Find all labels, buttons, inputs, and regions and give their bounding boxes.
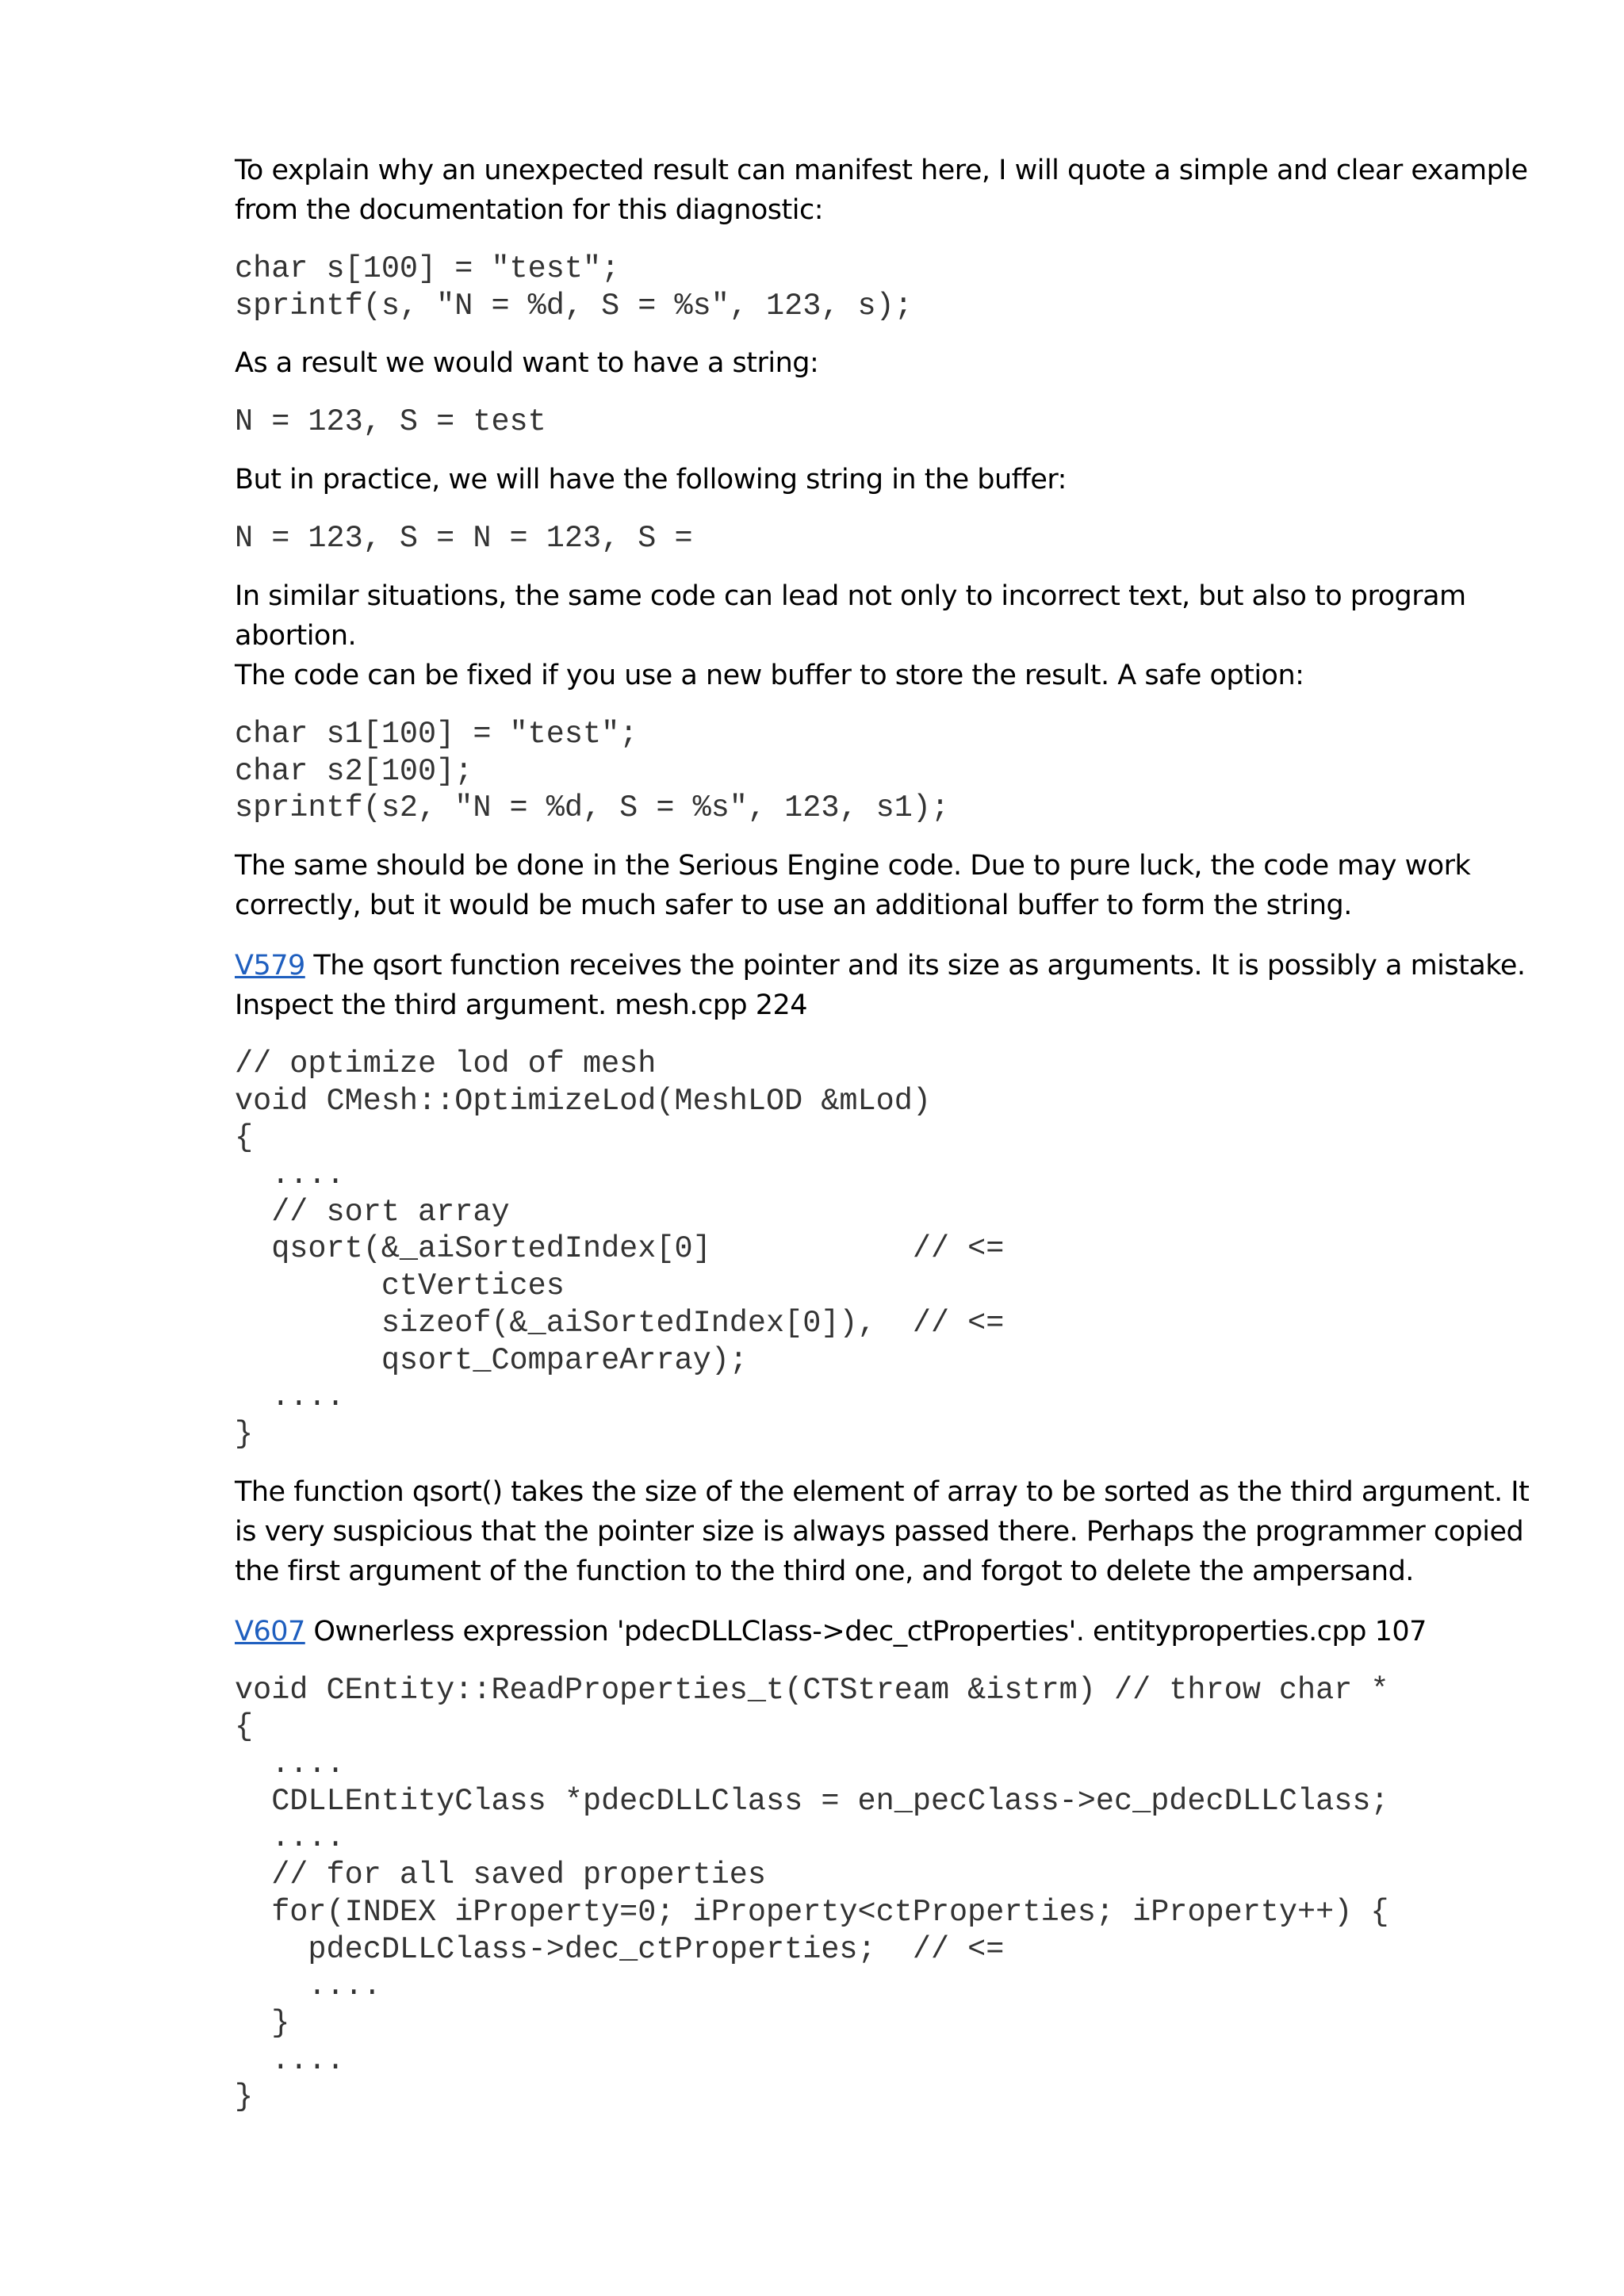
safe-option-paragraph: In similar situations, the same code can lead not only to incorrect text, but also to program abortion. The code can be fixed if you use a new buffer to store the result. A safe option: bbox=[235, 580, 1466, 691]
expected-result-paragraph: As a result we would want to have a string: bbox=[235, 347, 819, 380]
code-expected-output: N = 123, S = test bbox=[235, 404, 546, 440]
document-page bbox=[235, 151, 1538, 2135]
serious-engine-paragraph: The same should be done in the Serious Engine code. Due to pure luck, the code may work correctly, but it would be much safer to use an additional buffer to form the string. bbox=[235, 849, 1479, 921]
actual-result-paragraph: But in practice, we will have the following string in the buffer: bbox=[235, 464, 1067, 496]
diagnostic-v607 bbox=[235, 1612, 1535, 1651]
diagnostic-text-v607: Ownerless expression 'pdecDLLClass->dec_ctProperties'. entityproperties.cpp 107 bbox=[304, 1615, 1427, 1647]
diagnostic-link-v607[interactable]: V607 bbox=[235, 1615, 305, 1647]
diagnostic-v579 bbox=[235, 946, 1535, 1025]
code-read-properties: void CEntity::ReadProperties_t(CTStream &istrm) // throw char * { .... CDLLEntityClass *pdecDLLClass = en_pecClass->ec_pdecDLLClass; .... // for all saved properties for(INDEX iProperty=0; iProperty<ctProperties; iProperty++) { pdecDLLClass->dec_ctProperties; // <= .... } .... } bbox=[235, 1672, 1389, 2115]
diagnostic-link-v579[interactable]: V579 bbox=[235, 949, 305, 982]
code-actual-output: N = 123, S = N = 123, S = bbox=[235, 521, 693, 557]
diagnostic-text-v579: The qsort function receives the pointer and its size as arguments. It is possibly a mistake. Inspect the third argument. mesh.cpp 224 bbox=[235, 949, 1534, 1021]
code-safe-option: char s1[100] = "test"; char s2[100]; sprintf(s2, "N = %d, S = %s", 123, s1); bbox=[235, 716, 950, 826]
intro-paragraph: To explain why an unexpected result can manifest here, I will quote a simple and clear example from the documentation for this diagnostic: bbox=[235, 155, 1537, 226]
code-example-sprintf: char s[100] = "test"; sprintf(s, "N = %d, S = %s", 123, s); bbox=[235, 251, 913, 323]
code-optimize-lod: // optimize lod of mesh void CMesh::OptimizeLod(MeshLOD &mLod) { .... // sort array qsort(&_aiSortedIndex[0] // <= ctVertices sizeof(&_aiSortedIndex[0]), // <= qsort_CompareArray); .... } bbox=[235, 1046, 1005, 1452]
qsort-explanation-paragraph: The function qsort() takes the size of the element of array to be sorted as the third argument. It is very suspicious that the pointer size is always passed there. Perhaps the programmer copied the first argument of the function to the third one, and forgot to delete the ampersand. bbox=[235, 1475, 1538, 1587]
